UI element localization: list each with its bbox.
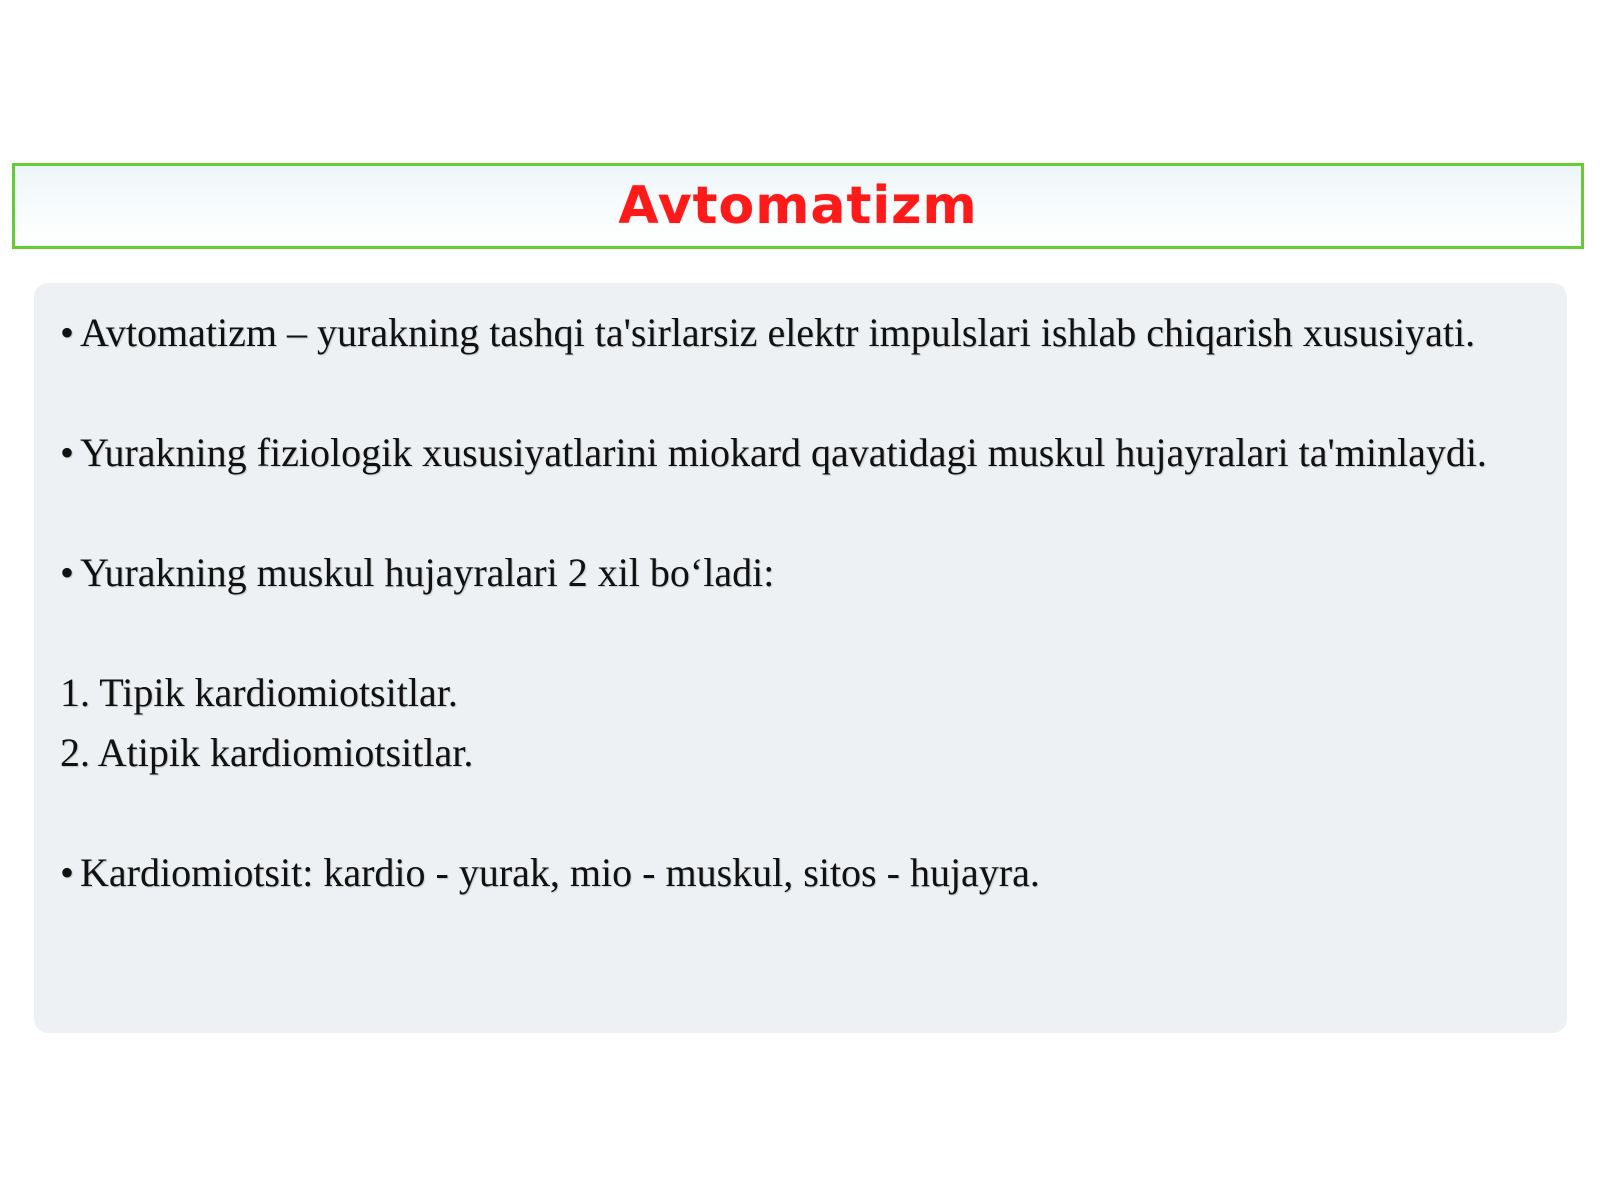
paragraph-spacer — [60, 483, 1541, 543]
paragraph-spacer — [60, 783, 1541, 843]
paragraph-text: Kardiomiotsit: kardio - yurak, mio - muskul, sitos - hujayra. — [80, 850, 1040, 895]
paragraph-text: Yurakning muskul hujayralari 2 xil bo‘ladi: — [80, 550, 775, 595]
slide-title: Avtomatizm — [618, 176, 978, 236]
bullet-marker: • — [60, 550, 75, 595]
bullet-paragraph-physiology — [60, 423, 1541, 483]
paragraph-text: 1. Tipik kardiomiotsitlar. — [60, 670, 458, 715]
bullet-marker: • — [60, 310, 75, 355]
numbered-item-atypical — [60, 723, 1541, 783]
bullet-paragraph-automatism — [60, 303, 1541, 363]
bullet-marker: • — [60, 850, 75, 895]
bullet-paragraph-etymology — [60, 843, 1541, 903]
bullet-marker: • — [60, 430, 75, 475]
paragraph-text: 2. Atipik kardiomiotsitlar. — [60, 730, 474, 775]
paragraph-text: Yurakning fiziologik xususiyatlarini miokard qavatidagi muskul hujayralari ta'minlaydi. — [80, 430, 1487, 475]
numbered-item-typical — [60, 663, 1541, 723]
slide-title-box — [12, 163, 1584, 249]
content-panel — [34, 283, 1567, 1033]
paragraph-spacer — [60, 363, 1541, 423]
paragraph-text: Avtomatizm – yurakning tashqi ta'sirlarsiz elektr impulslari ishlab chiqarish xususiyati. — [80, 310, 1476, 355]
paragraph-spacer — [60, 603, 1541, 663]
bullet-paragraph-cell-types — [60, 543, 1541, 603]
